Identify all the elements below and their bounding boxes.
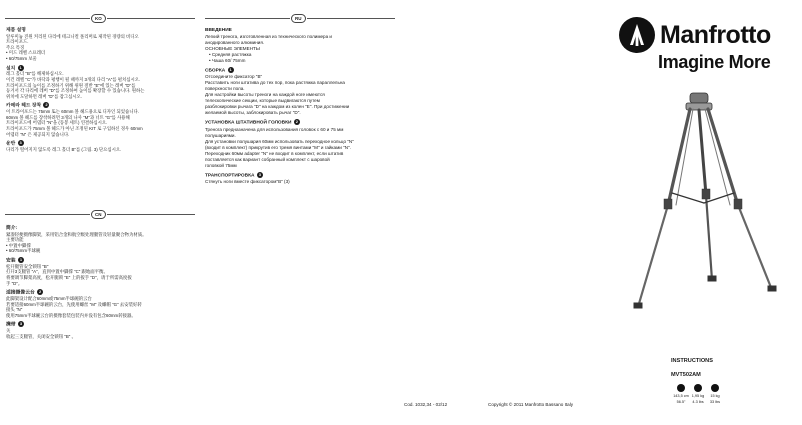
tripod-illustration bbox=[620, 85, 790, 315]
step-number-badge: 1 bbox=[19, 256, 23, 262]
instructions-label: INSTRUCTIONS bbox=[671, 358, 713, 364]
step-number-badge: 1 bbox=[19, 64, 22, 70]
cn-step3-heading bbox=[6, 321, 196, 328]
cn-step2-line: 此脚架设计配合60mm或75mm半球碗的云台 bbox=[6, 296, 92, 302]
spec-height-metric: 143,5 cm bbox=[673, 394, 689, 398]
max-load-icon bbox=[711, 384, 719, 392]
cn-step3-title: 携带 bbox=[6, 322, 16, 328]
ko-desc-line: • 미드 레벨 스프레더 bbox=[6, 50, 46, 56]
cn-desc-line: • 60/75mm半球碗 bbox=[6, 248, 41, 254]
ko-section bbox=[6, 28, 196, 153]
ko-desc-line: 주요 특징 bbox=[6, 44, 25, 50]
ko-step2-line: 60mm 볼 헤드를 장착하려면 3개의 나사 "M"과 너트 "G"를 사용해 bbox=[6, 114, 130, 120]
cn-desc-line: • 中置中脚撑 bbox=[6, 242, 31, 248]
cn-step3-line: 关 bbox=[6, 328, 11, 334]
spec-height-imperial: 56.5" bbox=[676, 400, 686, 405]
ru-step1-line: поверхности пола. bbox=[205, 86, 245, 92]
ru-step2-line: поставляется как вариант собранный комплект с шаровой bbox=[205, 156, 330, 162]
cn-desc-line: 紧凑轻便摄像脚架，采用铝合金和航空级处理腿管及轻量聚合物为材质。 bbox=[6, 231, 147, 237]
ru-step3-line: Стянуть ноги вместе фиксатором"B" (3) bbox=[205, 178, 290, 184]
ru-step1-title: СБОРКА bbox=[205, 68, 226, 74]
step-number-badge: 2 bbox=[45, 102, 48, 108]
spec-load-imperial: 33 lbs bbox=[709, 400, 721, 405]
ko-step3-line: 다리가 떨어지지 않도록 레그 홀더 B"를 (그림. 3) 단으십시오. bbox=[6, 147, 122, 153]
cn-section bbox=[6, 226, 196, 339]
cn-desc-line: 主要功能 bbox=[6, 237, 24, 243]
ru-step1-heading bbox=[205, 67, 400, 74]
ru-step1-line: Для настройки высоты треноги на каждой ноге имеются bbox=[205, 92, 325, 98]
ko-header-rule-right bbox=[107, 18, 195, 19]
ru-intro-title: ВВЕДЕНИЕ bbox=[205, 28, 232, 33]
ru-step1-line: Отсоедините фиксатор "B" bbox=[205, 74, 263, 80]
step-number-badge: 3 bbox=[19, 140, 22, 146]
ko-desc-line: 알루미늄 진원 커리된 다리에 테크니컬 폴리머로 제작된 경량의 비디오 bbox=[6, 33, 139, 39]
step-number-badge: 2 bbox=[295, 119, 298, 125]
cn-step1-line: 打开3支腿管 "A"，直到中置中脚撑 "C" 跟地面平衡。 bbox=[6, 269, 108, 275]
ko-language-badge: KO bbox=[91, 14, 106, 23]
brand-block bbox=[617, 13, 797, 83]
copyright: Copyright © 2011 Manfrotto Bassano Italy bbox=[488, 402, 574, 407]
cn-header-rule-right bbox=[107, 214, 195, 215]
ko-step2-line: 어댑터 "N" 은 제공되지 않습니다. bbox=[6, 131, 70, 137]
spec-load bbox=[705, 384, 725, 405]
cn-step3-line: 收起三支腿管，关闭安全锁钮 "B" 。 bbox=[6, 333, 76, 339]
ru-step3-title: ТРАНСПОРТИРОВКА bbox=[205, 172, 255, 178]
cn-step1-title: 安装 bbox=[6, 258, 16, 264]
spec-weight-metric: 1,95 kg bbox=[691, 394, 705, 398]
ru-step2-heading bbox=[205, 119, 400, 126]
ko-step1-line: 등겨서 각 다리에 레버 "D"를 조정하여 높이를 확장할 수 있습니다. 원하는 bbox=[6, 88, 145, 94]
ru-step2-line: Треногa предназначена для использования головок с 60 и 75 мм bbox=[205, 126, 344, 132]
height-max-icon bbox=[677, 384, 685, 392]
cn-step2-line: 若要适接60mm半球碗的云台，先使用螺丝 "M" 及螺帽 "G" 去安装好转 bbox=[6, 301, 142, 307]
ko-step1-line: 위치에 도달하면 레버 "D"를 잠그십시오. bbox=[6, 93, 83, 99]
ru-step2-line: Для установки полушария 60мм использовать переходное кольцо "N" bbox=[205, 138, 354, 144]
cn-step1-line: 将要调节脚架高度，松开腿锁 "E" 上的扳手 "D"，请于所需高度扳 bbox=[6, 275, 132, 281]
step-number-badge: 2 bbox=[39, 289, 42, 295]
ru-intro-line: ОСНОВНЫЕ ЭЛЕМЕНТЫ bbox=[205, 46, 260, 51]
ru-header-rule-right bbox=[307, 18, 395, 19]
ko-step2-line: 이 트라이포드는 75mm 또는 60mm 볼 헤드용으로 디자인 되었습니다. bbox=[6, 109, 139, 115]
ru-step2-line: (входит в комплект) прикрутив его тремя винтами "M" и гайками "N". bbox=[205, 144, 351, 150]
ko-desc-title: 제품 설명 bbox=[6, 28, 26, 33]
cn-step2-line: 使用75mm半球碗云台的摄像套装包装内并没有包含60mm转接器。 bbox=[6, 312, 136, 318]
ru-header-rule-left bbox=[205, 18, 290, 19]
cn-step2-title: 适接摄像云台 bbox=[6, 290, 35, 296]
ko-step1-title: 설치 bbox=[6, 65, 16, 71]
ru-intro-line: Легкий треногa, изготовленная из технического полимера и bbox=[205, 34, 332, 39]
model-number: MVT502AM bbox=[671, 372, 701, 378]
brand-tagline: Imagine More bbox=[658, 52, 771, 72]
ko-step1-line: 이건 레벨 "C"가 바닥과 평행이 될 때까지 3개의 다리 "A"를 펼치십시오. bbox=[6, 77, 141, 83]
step-number-badge: 3 bbox=[19, 321, 23, 327]
ru-step1-line: телескопические секции, которые выдвигаются путем bbox=[205, 98, 320, 104]
ru-step2-title: УСТАНОВКА ШТАТИВНОЙ ГОЛОВКИ bbox=[205, 120, 292, 126]
ru-intro-line: • Средняя растяжка bbox=[209, 52, 252, 57]
cn-step2-line: 接头 "N" bbox=[6, 307, 23, 313]
cn-step1-line: 手 "D"。 bbox=[6, 280, 23, 286]
ru-step1-line: Расставить ноги штатива до тех пор, пока растяжка параллельна bbox=[205, 80, 345, 86]
cn-language-badge: CN bbox=[91, 210, 106, 219]
cn-step1-line: 松开腿管安全锁钮 "B" bbox=[6, 263, 49, 269]
ko-step3-title: 운반 bbox=[6, 141, 16, 147]
ru-section bbox=[205, 28, 400, 185]
ko-header-rule-left bbox=[5, 18, 90, 19]
ru-step2-line: Переходник 60мм adapter "N" не входит в комплект, если штатив bbox=[205, 150, 344, 156]
step-number-badge: 1 bbox=[229, 67, 232, 72]
ko-step2-title: 카메라 헤드 장착 bbox=[6, 103, 42, 109]
weight-icon bbox=[694, 384, 702, 392]
ru-step1-line: желаемой высоты, заблокировать рычаг "D". bbox=[205, 110, 301, 116]
ko-step1-line: 레그 홀더 "B"를 해제하십시오. bbox=[6, 71, 64, 77]
brand-name: Manfrotto bbox=[660, 21, 771, 49]
ko-desc-line: 트라이포드. bbox=[6, 39, 29, 45]
ru-step3-heading bbox=[205, 172, 400, 179]
spec-weight-imperial: 4.3 lbs bbox=[692, 400, 704, 405]
document-code: Cod. 1032,34 - 02/12 bbox=[404, 402, 448, 407]
ko-desc-line: • 60/75mm 보울 bbox=[6, 55, 37, 61]
ko-step1-line: 트라이포드의 높이를 조정하기 위해 위원 절반 "E"에 있는 레버 "D"를 bbox=[6, 82, 136, 88]
ko-step2-line: 트라이포드가 75mm 볼 헤드가 아닌 조정된 KIT 로 구입하신 경우 60mm bbox=[6, 126, 143, 132]
cn-desc-title: 简介: bbox=[6, 226, 18, 231]
ko-step2-line: 트라이포드에 어댑터 "N"을 (동봉 세트) 연결하십시오. bbox=[6, 120, 108, 126]
ru-step1-line: разблокировки рычага "D" на каждом из колен "E". При достижении bbox=[205, 104, 350, 110]
ru-language-badge: RU bbox=[291, 14, 306, 23]
ru-intro-line: • Чаша 60/ 75mm bbox=[209, 58, 246, 63]
spec-load-metric: 15 kg bbox=[710, 394, 720, 398]
step-number-badge: 3 bbox=[258, 171, 261, 177]
cn-step1-heading bbox=[6, 257, 196, 264]
cn-header-rule-left bbox=[5, 214, 90, 215]
manfrotto-tripod-logo-icon bbox=[617, 15, 657, 55]
ru-step2-line: головкой 75мм bbox=[205, 162, 237, 168]
ru-intro-line: анодированного алюминия. bbox=[205, 40, 265, 45]
ru-step2-line: полушариями. bbox=[205, 132, 236, 138]
